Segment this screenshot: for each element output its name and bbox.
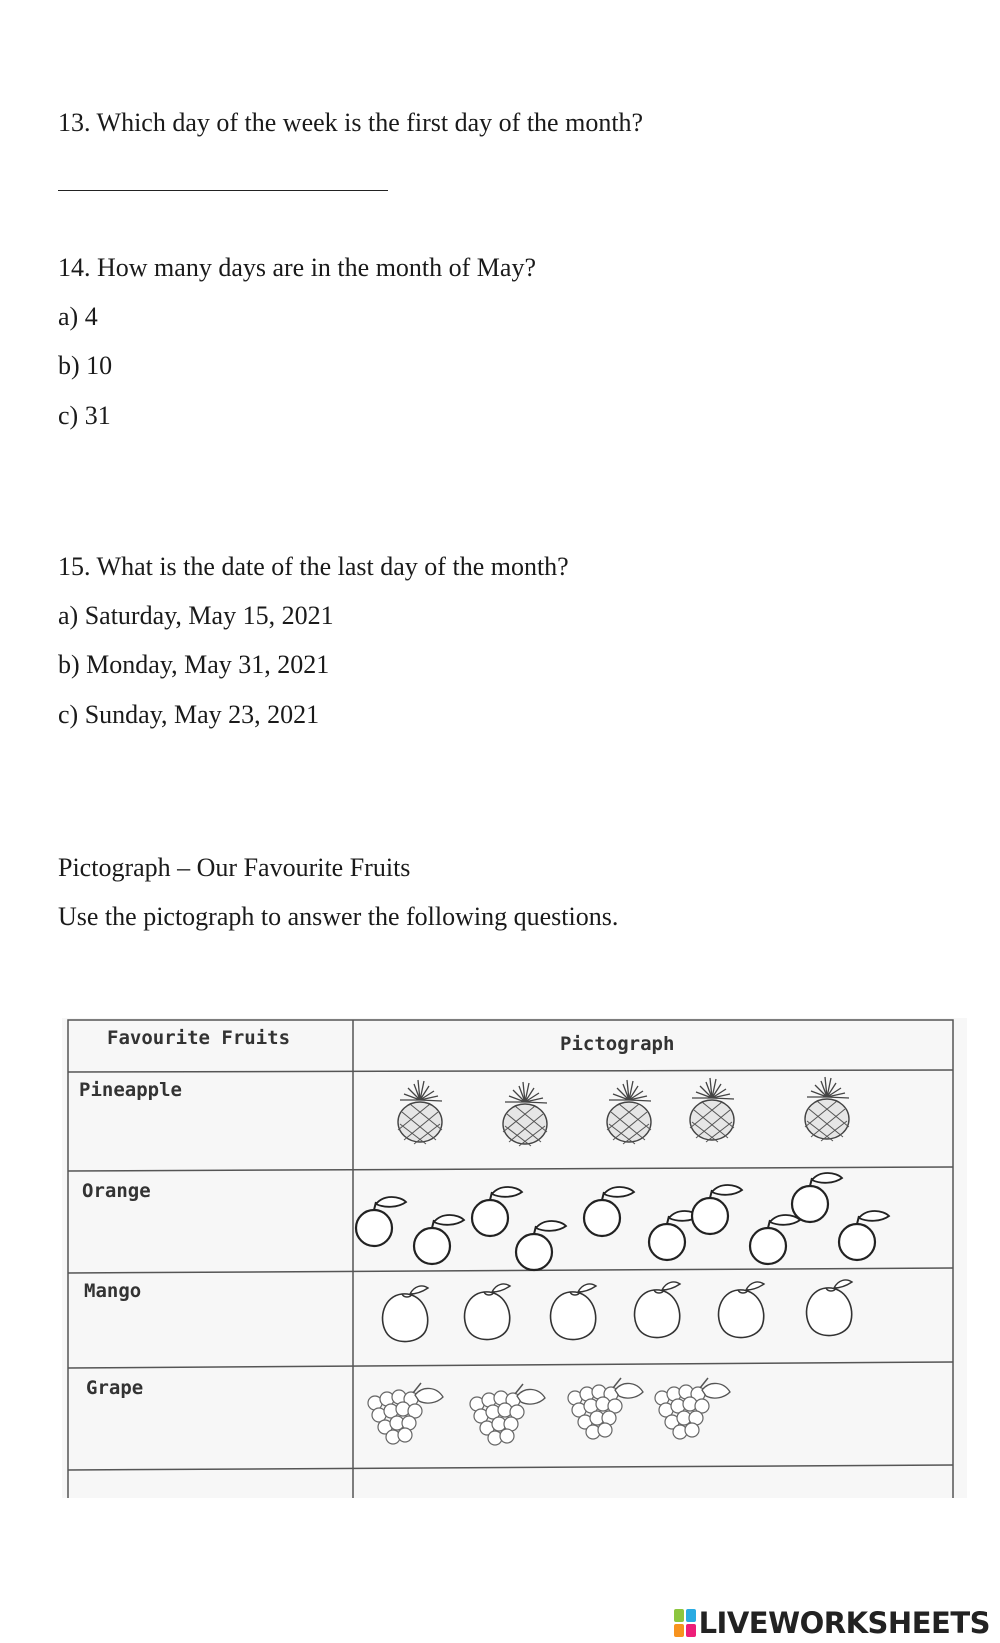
mango-icon [635, 1282, 680, 1338]
q15-option-a: a) Saturday, May 15, 2021 [58, 601, 334, 630]
orange-icon [839, 1211, 889, 1260]
grape-icon [368, 1383, 443, 1444]
pictograph-instruction: Use the pictograph to answer the following questions. [58, 902, 619, 931]
header-pictograph: Pictograph [560, 1033, 675, 1055]
orange-icon [692, 1185, 742, 1234]
q15-option-c: c) Sunday, May 23, 2021 [58, 700, 320, 729]
q14-option-c: c) 31 [58, 401, 111, 430]
logo-mark-icon [674, 1609, 696, 1637]
liveworksheets-logo[interactable] [674, 1606, 990, 1640]
pineapple-icon [503, 1082, 547, 1146]
grape-icon [568, 1378, 643, 1439]
pineapple-icon [805, 1077, 849, 1141]
question-13: 13. Which day of the week is the first day of the month? [58, 108, 644, 137]
mango-icon [551, 1284, 596, 1340]
question-15: 15. What is the date of the last day of the month? [58, 552, 569, 581]
logo-text: LIVEWORKSHEETS [698, 1606, 990, 1640]
q14-option-b: b) 10 [58, 351, 113, 380]
pictograph-table [62, 1018, 967, 1498]
mango-icon [719, 1282, 764, 1338]
header-favourite-fruits: Favourite Fruits [107, 1027, 291, 1049]
orange-icon [792, 1173, 842, 1222]
q15-option-b: b) Monday, May 31, 2021 [58, 650, 330, 679]
pineapple-icon [398, 1080, 442, 1144]
row-label-mango: Mango [84, 1280, 142, 1302]
mango-icon [465, 1284, 510, 1340]
orange-icon [472, 1187, 522, 1236]
row-label-orange: Orange [82, 1180, 151, 1202]
q14-option-a: a) 4 [58, 302, 98, 331]
orange-icon [414, 1215, 464, 1264]
orange-icon [584, 1187, 634, 1236]
mango-icon [383, 1286, 428, 1342]
orange-icon [750, 1215, 800, 1264]
mango-icon [807, 1280, 852, 1336]
pineapple-icon [607, 1080, 651, 1144]
grape-icon [655, 1378, 730, 1439]
grape-icon [470, 1384, 545, 1445]
pineapple-icon [690, 1078, 734, 1142]
orange-icon [516, 1221, 566, 1270]
row-label-grape: Grape [86, 1377, 144, 1399]
row-label-pineapple: Pineapple [79, 1079, 182, 1101]
orange-icon [356, 1197, 406, 1246]
answer-line[interactable] [58, 190, 388, 191]
pictograph-title: Pictograph – Our Favourite Fruits [58, 853, 411, 882]
question-14: 14. How many days are in the month of May? [58, 253, 537, 282]
